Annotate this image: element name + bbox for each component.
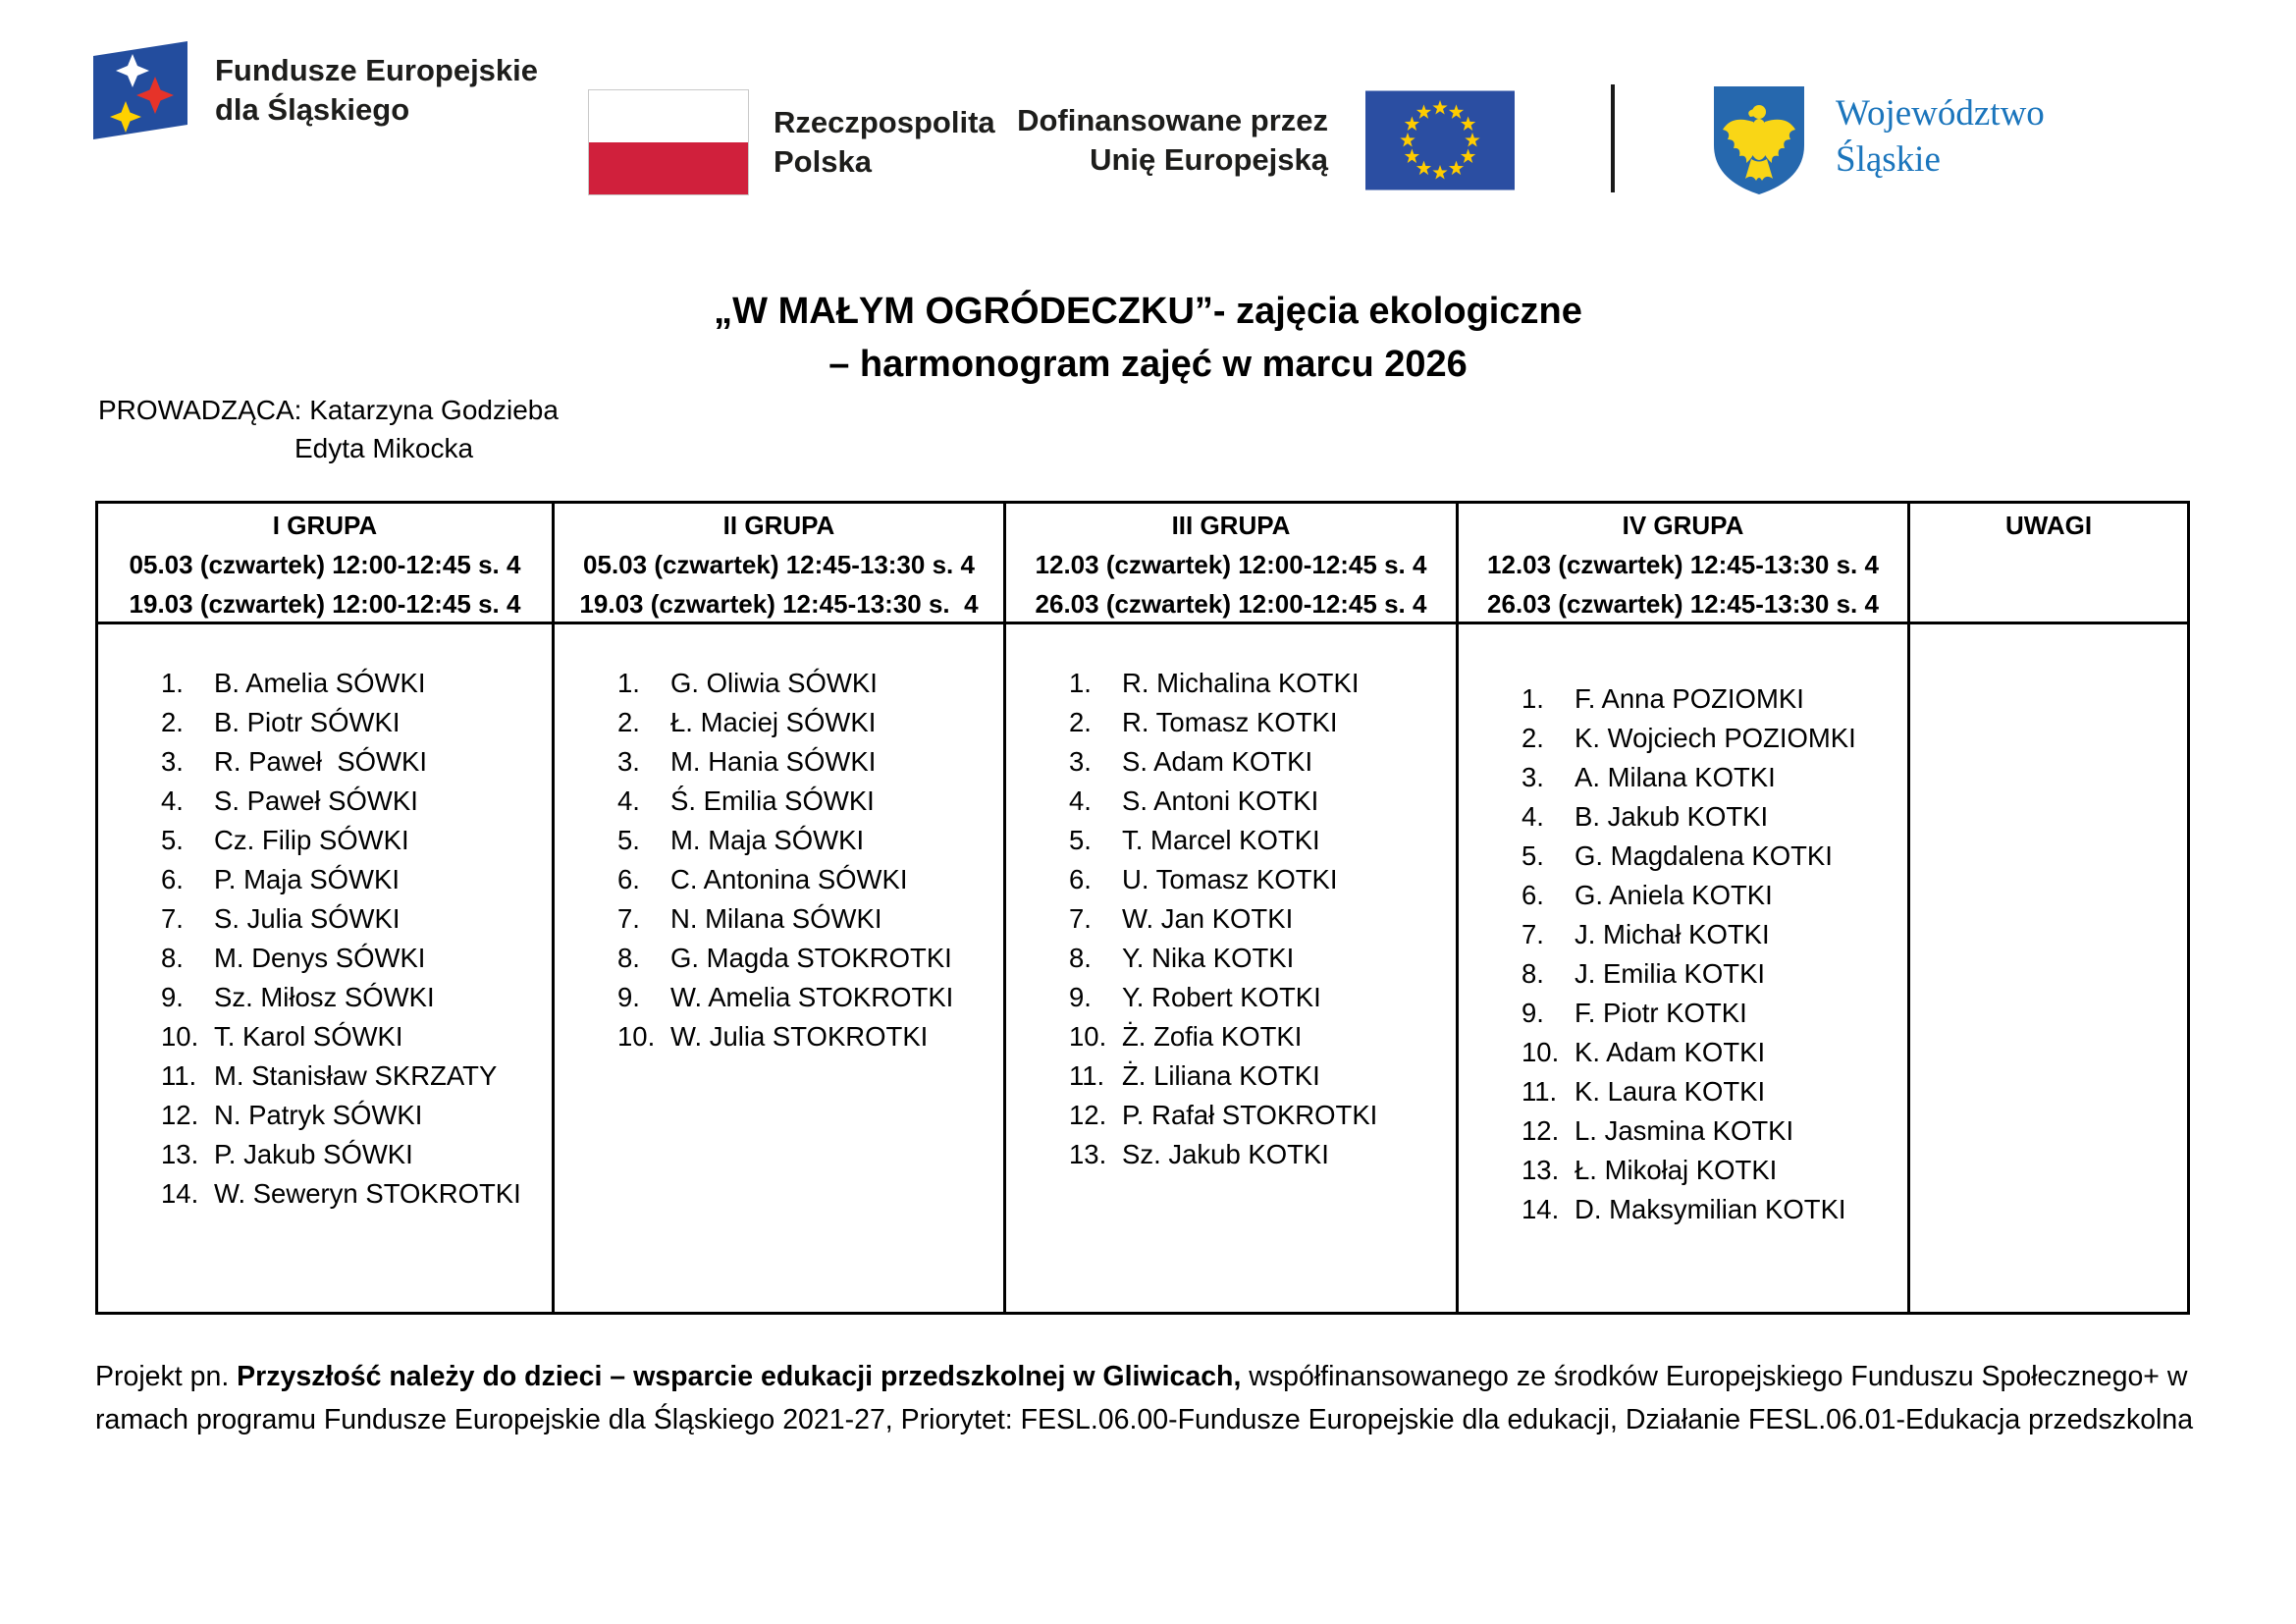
group1-session1: 05.03 (czwartek) 12:00-12:45 s. 4 (129, 550, 521, 579)
logo-header (0, 0, 2296, 245)
list-item: 5. G. Magdalena KOTKI (1522, 840, 1833, 871)
group3-students-cell (1005, 623, 1458, 1314)
list-item: 13. Sz. Jakub KOTKI (1069, 1139, 1329, 1169)
group2-title: II GRUPA (722, 511, 835, 540)
list-item: 5. T. Marcel KOTKI (1069, 825, 1320, 855)
list-item: 7. J. Michał KOTKI (1522, 919, 1770, 949)
silesia-logo-text (1836, 82, 2045, 183)
fe-logo-text (215, 51, 538, 130)
list-item: 3. A. Milana KOTKI (1522, 762, 1776, 792)
list-item: 11. K. Laura KOTKI (1522, 1076, 1766, 1107)
list-item: 12. P. Rafał STOKROTKI (1069, 1100, 1378, 1130)
leaders-label: PROWADZĄCA: (98, 395, 302, 425)
list-item: 1. R. Michalina KOTKI (1069, 668, 1360, 698)
list-item: 4. Ś. Emilia SÓWKI (617, 785, 875, 816)
group1-students-cell (97, 623, 554, 1314)
list-item: 12. N. Patryk SÓWKI (161, 1100, 423, 1130)
eu-flag-icon (1365, 90, 1515, 190)
fe-logo-line1: Fundusze Europejskie (215, 53, 539, 87)
group3-session1: 12.03 (czwartek) 12:00-12:45 s. 4 (1035, 550, 1427, 579)
eu-funding-line2: Unię Europejską (1090, 142, 1328, 177)
uwagi-header-cell (1909, 503, 2189, 623)
list-item: 7. W. Jan KOTKI (1069, 903, 1294, 934)
list-item: 14. W. Seweryn STOKROTKI (161, 1178, 521, 1209)
group2-students-cell (554, 623, 1005, 1314)
list-item: 7. N. Milana SÓWKI (617, 903, 882, 934)
list-item: 11. M. Stanisław SKRZATY (161, 1060, 498, 1091)
list-item: 4. S. Antoni KOTKI (1069, 785, 1319, 816)
silesia-eagle-icon (1710, 82, 1808, 198)
list-item: 2. R. Tomasz KOTKI (1069, 707, 1338, 737)
list-item: 8. M. Denys SÓWKI (161, 943, 426, 973)
list-item: 9. Sz. Miłosz SÓWKI (161, 982, 435, 1012)
list-item: 7. S. Julia SÓWKI (161, 903, 400, 934)
schedule-table (95, 501, 2190, 1315)
list-item: 10. Ż. Zofia KOTKI (1069, 1021, 1303, 1052)
list-item: 2. Ł. Maciej SÓWKI (617, 707, 877, 737)
list-item: 9. F. Piotr KOTKI (1522, 998, 1747, 1028)
group1-students-list (98, 624, 552, 1214)
header-divider (1611, 84, 1615, 192)
list-item: 6. P. Maja SÓWKI (161, 864, 400, 894)
eu-funding-logo (977, 90, 1515, 190)
list-item: 1. B. Amelia SÓWKI (161, 668, 426, 698)
poland-flag-icon (589, 90, 748, 194)
silesia-logo-line2: Śląskie (1836, 139, 1941, 180)
group4-students-cell (1458, 623, 1909, 1314)
list-item: 11. Ż. Liliana KOTKI (1069, 1060, 1320, 1091)
list-item: 6. G. Aniela KOTKI (1522, 880, 1773, 910)
poland-logo-line2: Polska (774, 144, 872, 179)
group4-session1: 12.03 (czwartek) 12:45-13:30 s. 4 (1487, 550, 1879, 579)
silesia-logo-line1: Województwo (1836, 93, 2045, 134)
list-item: 6. C. Antonina SÓWKI (617, 864, 908, 894)
list-item: 5. M. Maja SÓWKI (617, 825, 865, 855)
group3-students-list (1006, 624, 1456, 1174)
list-item: 8. J. Emilia KOTKI (1522, 958, 1766, 989)
footer-rest: współfinansowanego ze środków Europejskiego Funduszu Społecznego+ w ramach programu Fundusze Europejskie dla Śląskiego 2021-27, Priorytet: FESL.06.00-Fundusze Europejskie dla edukacji, Działanie FESL.06.01-Edukacja przedszkolna (95, 1361, 2194, 1435)
list-item: 2. B. Piotr SÓWKI (161, 707, 400, 737)
list-item: 4. S. Paweł SÓWKI (161, 785, 418, 816)
list-item: 10. K. Adam KOTKI (1522, 1037, 1766, 1067)
group1-session2: 19.03 (czwartek) 12:00-12:45 s. 4 (129, 589, 521, 619)
group2-students-list (555, 624, 1003, 1056)
leaders-line1 (98, 391, 559, 429)
uwagi-title: UWAGI (2004, 511, 2093, 540)
group4-title: IV GRUPA (1622, 511, 1744, 540)
page-title-line1: „W MAŁYM OGRÓDECZKU”- zajęcia ekologiczne (714, 291, 1582, 332)
list-item: 3. M. Hania SÓWKI (617, 746, 877, 777)
list-item: 3. S. Adam KOTKI (1069, 746, 1313, 777)
poland-logo-line1: Rzeczpospolita (774, 105, 995, 139)
eu-funding-line1: Dofinansowane przez (1017, 103, 1328, 137)
page-title (0, 285, 2296, 391)
list-item: 2. K. Wojciech POZIOMKI (1522, 723, 1856, 753)
list-item: 10. W. Julia STOKROTKI (617, 1021, 929, 1052)
list-item: 1. F. Anna POZIOMKI (1522, 683, 1804, 714)
group3-title: III GRUPA (1171, 511, 1291, 540)
list-item: 8. Y. Nika KOTKI (1069, 943, 1295, 973)
footer-project-name: Przyszłość należy do dzieci – wsparcie edukacji przedszkolnej w Gliwicach, (237, 1361, 1242, 1392)
group4-header-cell (1458, 503, 1909, 623)
silesia-logo (1710, 82, 2045, 198)
list-item: 8. G. Magda STOKROTKI (617, 943, 952, 973)
leaders-block (98, 391, 559, 467)
group4-session2: 26.03 (czwartek) 12:45-13:30 s. 4 (1487, 589, 1879, 619)
list-item: 10. T. Karol SÓWKI (161, 1021, 403, 1052)
leader-name-1: Katarzyna Godzieba (309, 395, 559, 425)
list-item: 9. Y. Robert KOTKI (1069, 982, 1321, 1012)
group1-header-cell (97, 503, 554, 623)
list-item: 12. L. Jasmina KOTKI (1522, 1115, 1794, 1146)
list-item: 13. P. Jakub SÓWKI (161, 1139, 413, 1169)
group4-students-list (1459, 624, 1907, 1229)
fe-logo-line2: dla Śląskiego (215, 92, 410, 127)
list-item: 9. W. Amelia STOKROTKI (617, 982, 954, 1012)
group3-session2: 26.03 (czwartek) 12:00-12:45 s. 4 (1035, 589, 1427, 619)
eu-funding-text (977, 101, 1328, 180)
group3-header-cell (1005, 503, 1458, 623)
footer-prefix: Projekt pn. (95, 1361, 238, 1392)
poland-logo-text (774, 103, 995, 182)
list-item: 1. G. Oliwia SÓWKI (617, 668, 878, 698)
fundusze-europejskie-logo (93, 41, 538, 139)
group2-session1: 05.03 (czwartek) 12:45-13:30 s. 4 (583, 550, 975, 579)
uwagi-body-cell (1909, 623, 2189, 1314)
list-item: 6. U. Tomasz KOTKI (1069, 864, 1338, 894)
poland-logo (589, 90, 995, 194)
fe-flag-icon (93, 41, 187, 139)
list-item: 13. Ł. Mikołaj KOTKI (1522, 1155, 1778, 1185)
list-item: 3. R. Paweł SÓWKI (161, 746, 427, 777)
project-footer (95, 1355, 2214, 1441)
group2-session2: 19.03 (czwartek) 12:45-13:30 s. 4 (579, 589, 979, 619)
page-title-line2: – harmonogram zajęć w marcu 2026 (828, 344, 1468, 385)
group2-header-cell (554, 503, 1005, 623)
leader-name-2: Edyta Mikocka (294, 433, 474, 463)
list-item: 4. B. Jakub KOTKI (1522, 801, 1769, 832)
group1-title: I GRUPA (272, 511, 378, 540)
list-item: 14. D. Maksymilian KOTKI (1522, 1194, 1846, 1224)
list-item: 5. Cz. Filip SÓWKI (161, 825, 409, 855)
